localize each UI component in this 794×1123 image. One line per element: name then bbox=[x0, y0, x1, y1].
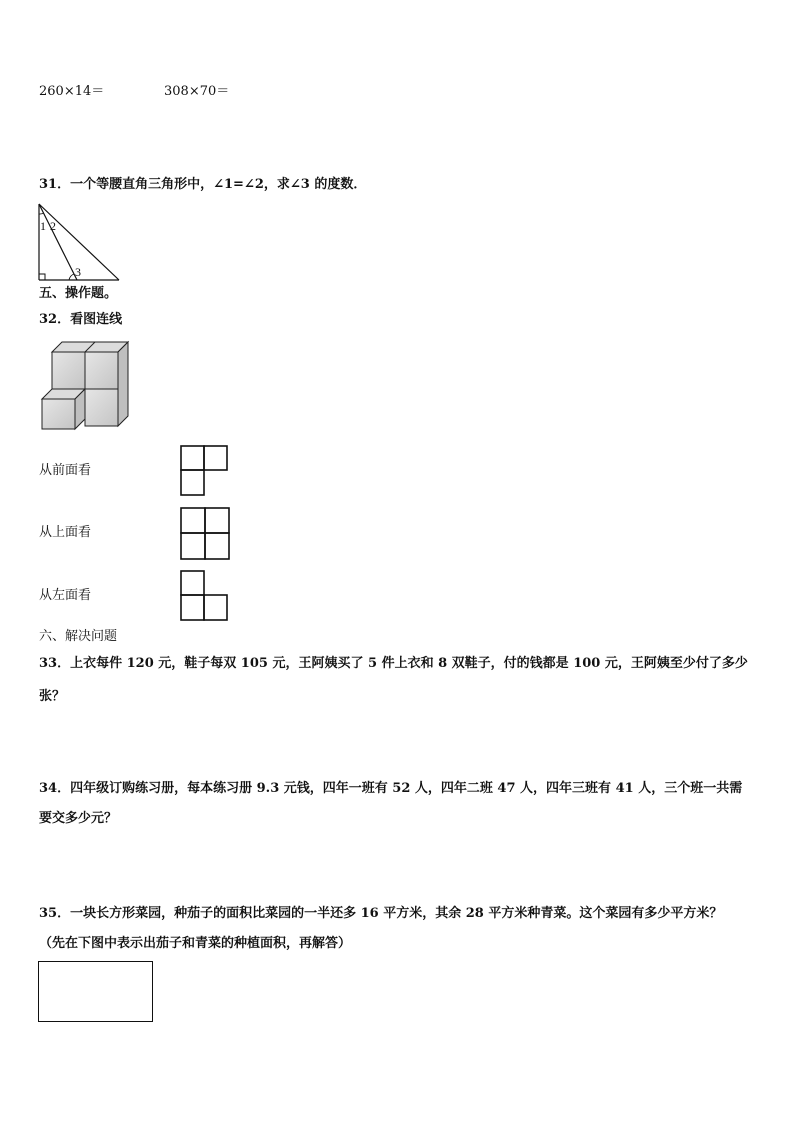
section-6-heading: 六、解决问题 bbox=[39, 629, 118, 644]
angle-arc-3 bbox=[69, 274, 74, 280]
q34-line2: 要交多少元？ bbox=[39, 811, 118, 826]
view-top-grid bbox=[180, 507, 232, 561]
angle-label-2: 2 bbox=[50, 219, 56, 233]
q35-line2: （先在下图中表示出茄子和青菜的种植面积，再解答） bbox=[39, 936, 352, 951]
cube-front-upper-right bbox=[85, 352, 118, 389]
view-front-grid bbox=[180, 445, 230, 497]
q35-garden-rectangle bbox=[38, 961, 153, 1022]
view-left-grid bbox=[180, 570, 230, 622]
right-angle-mark bbox=[39, 274, 45, 280]
section-5-heading: 五、操作题。 bbox=[39, 286, 118, 301]
calc-b: 308×70＝ bbox=[164, 84, 230, 99]
q33-line2: 张？ bbox=[39, 689, 66, 704]
view-label-top: 从上面看 bbox=[39, 525, 92, 540]
view-label-front: 从前面看 bbox=[39, 463, 92, 478]
view-label-left: 从左面看 bbox=[39, 588, 92, 603]
cube-front-upper-left bbox=[52, 352, 85, 389]
q31-triangle-figure bbox=[36, 200, 126, 284]
angle-label-1: 1 bbox=[40, 219, 46, 233]
angle-arc-top bbox=[39, 213, 44, 214]
cube-front-lower-left bbox=[42, 399, 75, 429]
triangle-inner-segment bbox=[39, 204, 77, 280]
cube-right-face bbox=[118, 342, 128, 426]
q32-title: 32．看图连线 bbox=[39, 312, 123, 327]
q32-cube-solid-figure bbox=[40, 340, 130, 430]
angle-label-3: 3 bbox=[75, 265, 81, 279]
q33-line1: 33．上衣每件 120 元，鞋子每双 105 元，王阿姨买了 5 件上衣和 8 双鞋子，付的钱都是 100 元，王阿姨至少付了多少 bbox=[39, 656, 748, 671]
q35-line1: 35．一块长方形菜园，种茄子的面积比菜园的一半还多 16 平方米，其余 28 平方米种青菜。这个菜园有多少平方米？ bbox=[39, 906, 723, 921]
cube-front-lower-right bbox=[85, 389, 118, 426]
q34-line1: 34．四年级订购练习册，每本练习册 9.3 元钱，四年一班有 52 人，四年二班 47 人，四年三班有 41 人，三个班一共需 bbox=[39, 781, 743, 796]
q31-text: 31．一个等腰直角三角形中，∠1=∠2，求∠3 的度数． bbox=[39, 177, 367, 192]
calc-a: 260×14＝ bbox=[39, 84, 105, 99]
